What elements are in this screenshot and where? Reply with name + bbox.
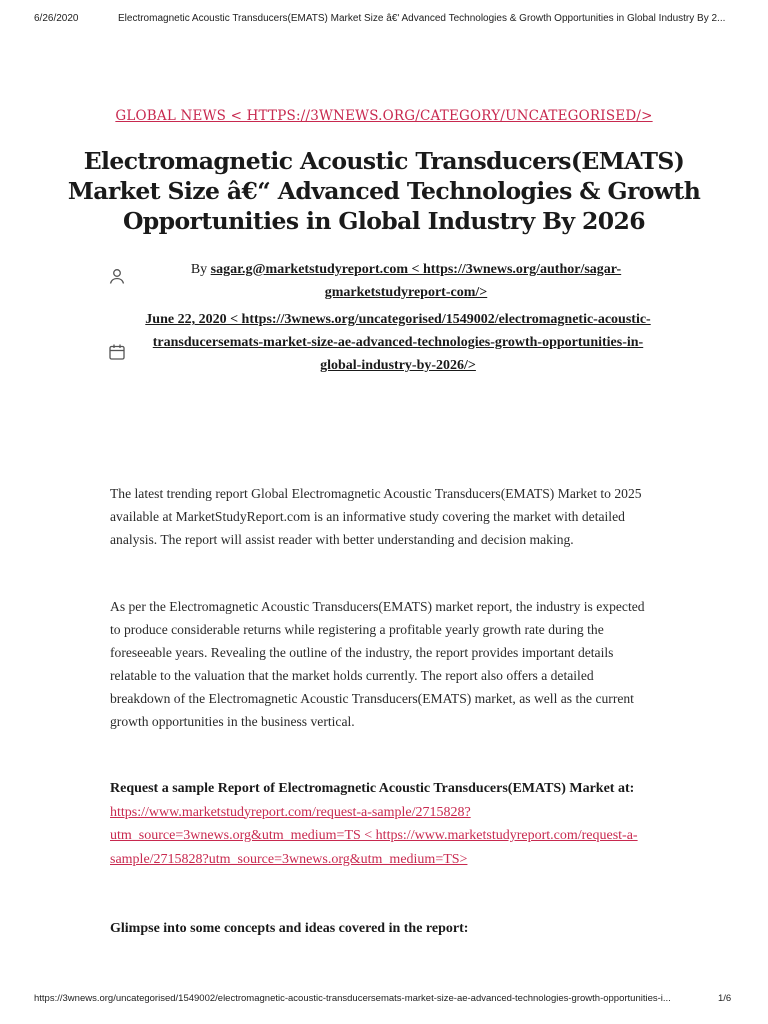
article-headline: Electromagnetic Acoustic Transducers(EMATS) Market Size â€“ Advanced Technologies & Growth Opportunities in Global Industry By 2026 xyxy=(67,147,701,235)
sample-request xyxy=(110,777,655,871)
print-footer xyxy=(0,990,768,1010)
sample-request-label: Request a sample Report of Electromagnetic Acoustic Transducers(EMATS) Market at: xyxy=(110,781,635,796)
page-number: 1/6 xyxy=(718,993,732,1004)
sample-request-link[interactable]: https://www.marketstudyreport.com/request-a-sample/2715828?utm_source=3wnews.org&utm_medium=TS < https://www.marketstudyreport.com/request-a-sample/2715828?utm_source=3wnews.org&utm_medium=TS> xyxy=(110,804,638,867)
user-icon xyxy=(108,267,126,285)
glimpse-heading: Glimpse into some concepts and ideas covered in the report: xyxy=(110,921,469,936)
byline-prefix: By xyxy=(190,262,208,277)
date-link[interactable]: June 22, 2020 < https://3wnews.org/uncategorised/1549002/electromagnetic-acoustic-transducersemats-market-size-ae-advanced-technologies-growth-opportunities-in-global-industry-by-2026/> xyxy=(145,312,651,373)
byline xyxy=(136,258,676,304)
print-date: 6/26/2020 xyxy=(34,13,79,24)
print-header xyxy=(0,0,768,36)
dateline xyxy=(136,308,660,377)
print-title: Electromagnetic Acoustic Transducers(EMATS) Market Size â€' Advanced Technologies & Growth Opportunities in Global Industry By 2... xyxy=(118,13,726,24)
author-link[interactable]: sagar.g@marketstudyreport.com < https://3wnews.org/author/sagar-gmarketstudyreport-com/> xyxy=(210,262,622,300)
intro-paragraph: The latest trending report Global Electromagnetic Acoustic Transducers(EMATS) Market to 2025 available at MarketStudyReport.com is an informative study covering the market with detailed analysis. The report will assist reader with better understanding and decision making. xyxy=(110,486,642,547)
calendar-icon xyxy=(108,343,126,361)
overview-paragraph: As per the Electromagnetic Acoustic Transducers(EMATS) market report, the industry is expected to produce considerable returns while registering a profitable yearly growth rate during the foreseeable years. Revealing the outline of the industry, the report provides important details relatable to the valuation that the market holds currently. The report also offers a detailed breakdown of the Electromagnetic Acoustic Transducers(EMATS) market, as well as the current growth opportunities in the business vertical. xyxy=(110,599,645,729)
category-link[interactable]: GLOBAL NEWS < HTTPS://3WNEWS.ORG/CATEGORY/UNCATEGORISED/> xyxy=(115,108,653,124)
print-footer-url: https://3wnews.org/uncategorised/1549002/electromagnetic-acoustic-transducersemats-market-size-ae-advanced-technologies-growth-opportunities-i... xyxy=(34,993,671,1004)
